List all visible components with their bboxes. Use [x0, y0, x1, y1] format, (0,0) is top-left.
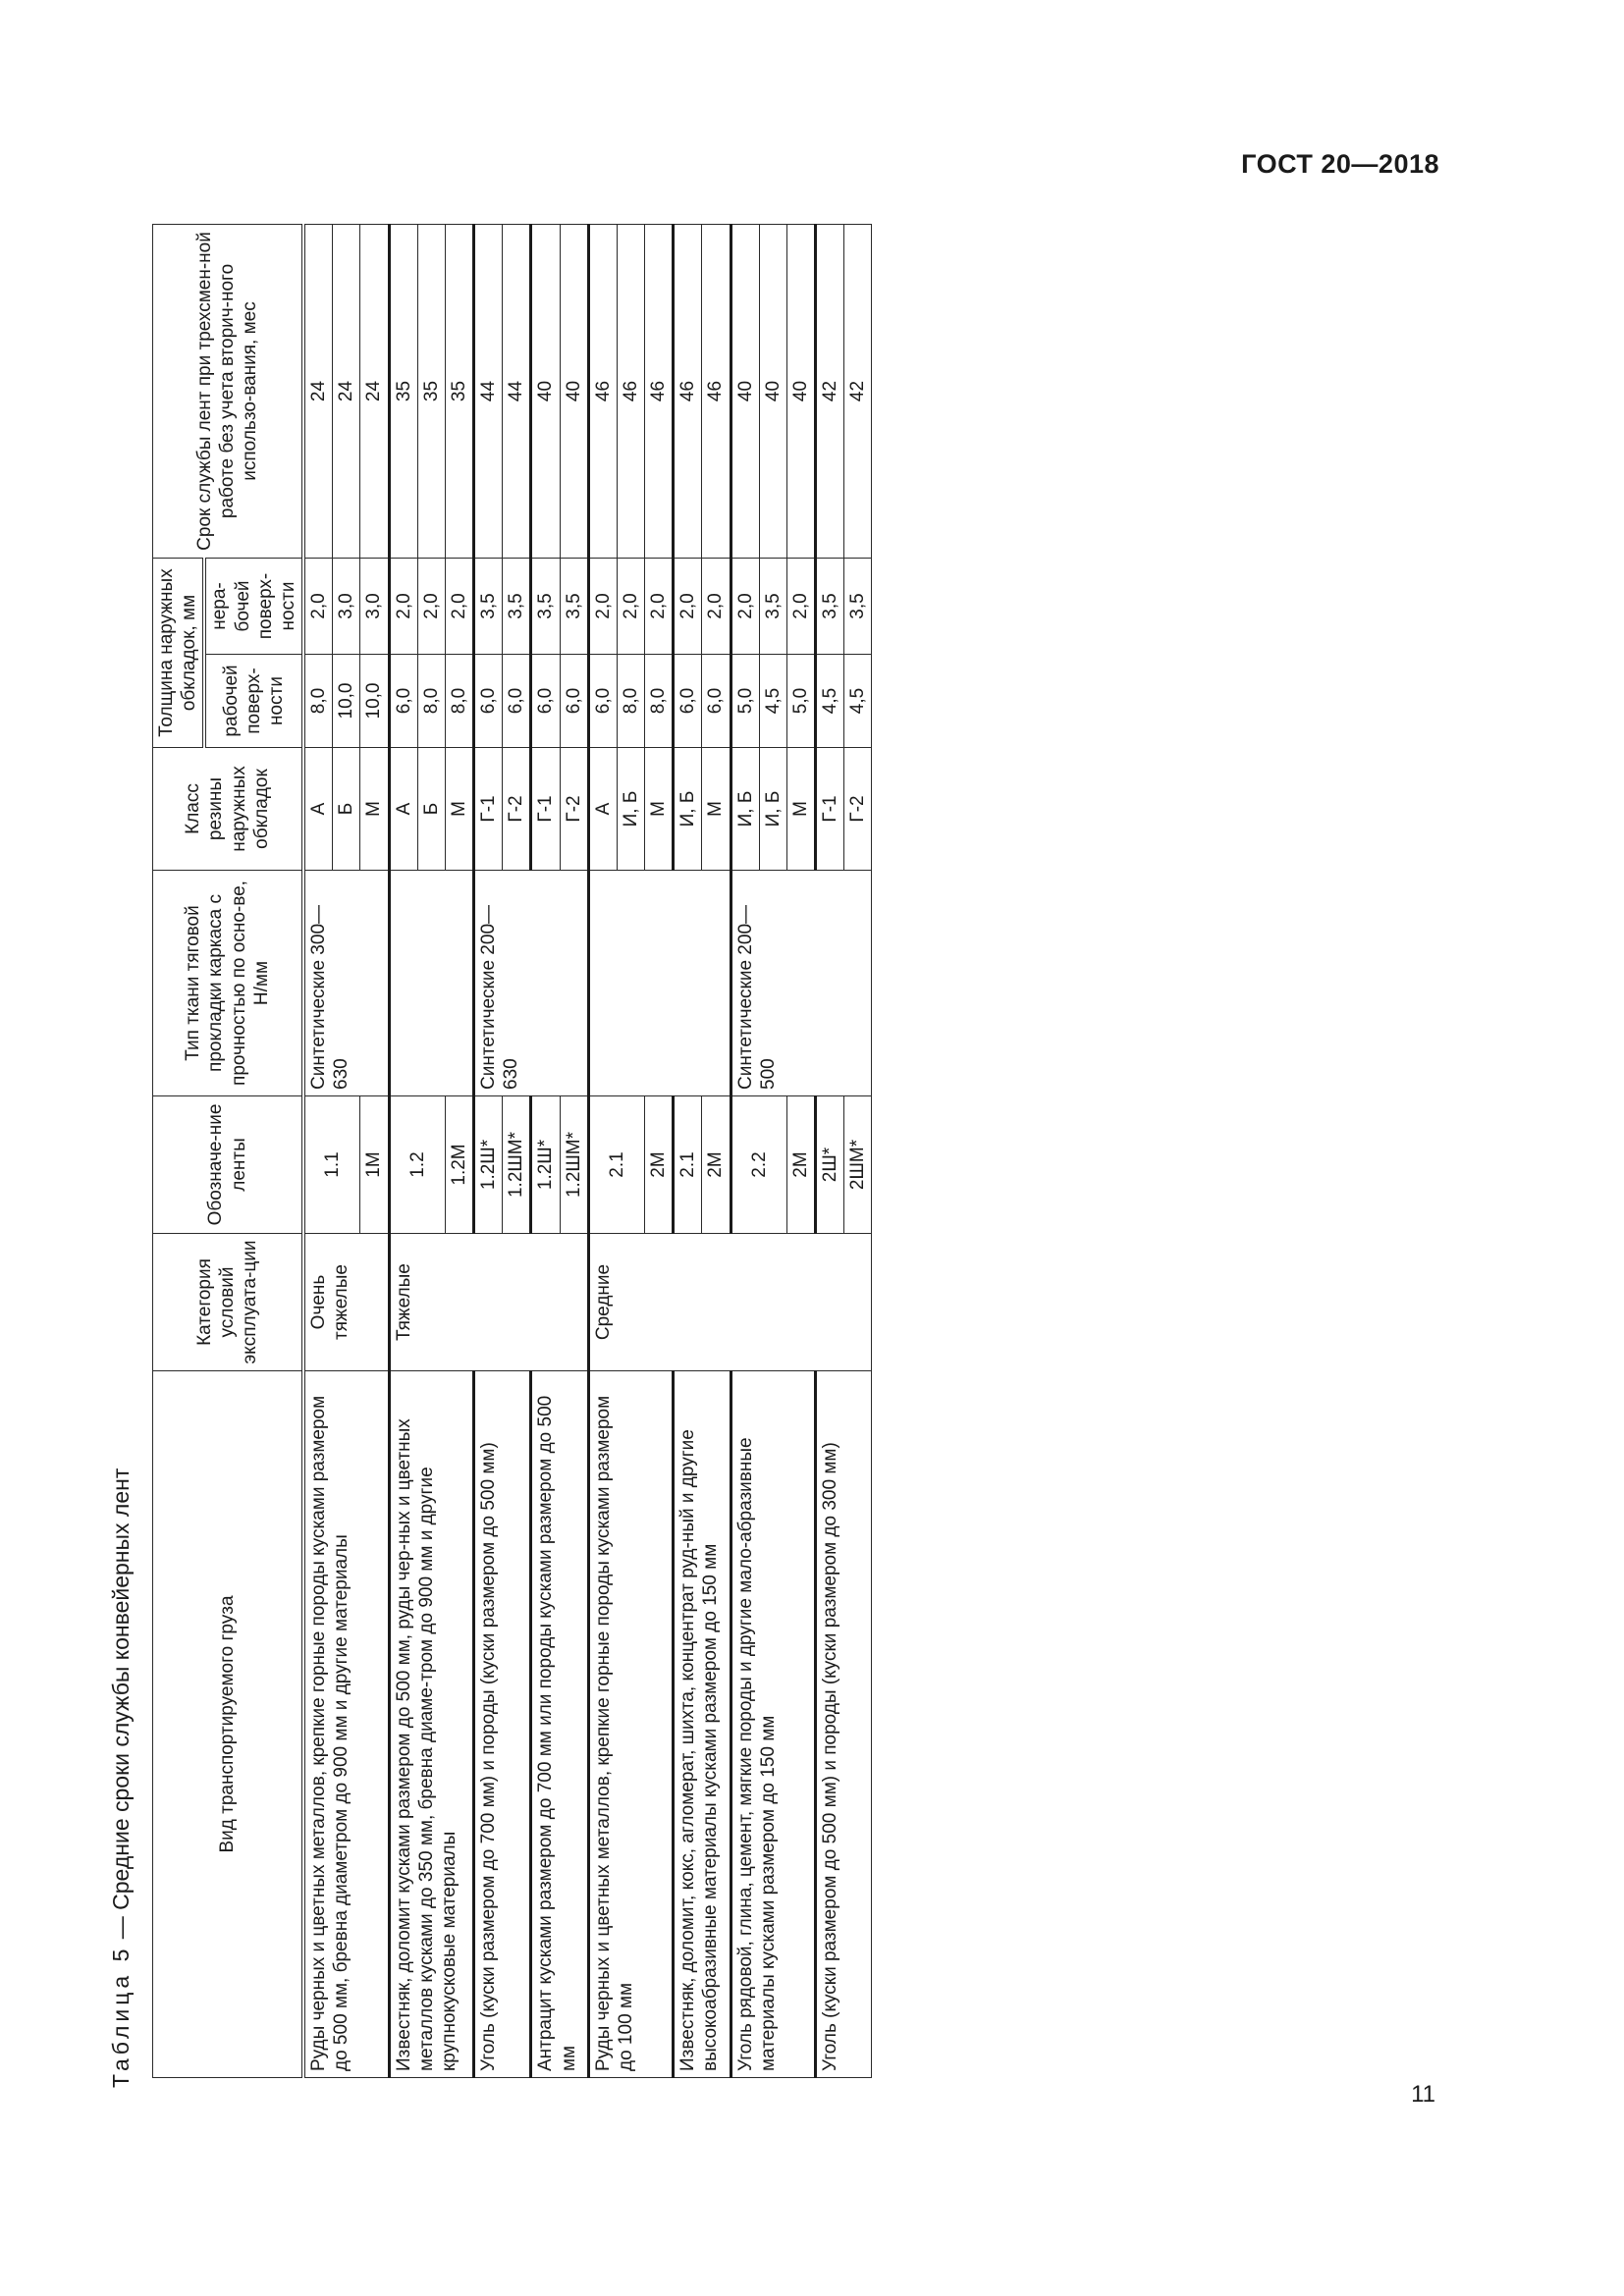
- category-cell: Очень тяжелые: [303, 1234, 389, 1371]
- life-cell: 40: [759, 224, 786, 558]
- life-cell: 46: [588, 224, 617, 558]
- cargo-cell: Антрацит кусками размером до 700 мм или породы кусками размером до 500 мм: [531, 1371, 588, 2078]
- designation-cell: 2М: [645, 1096, 674, 1234]
- nonworking-cell: 2,0: [702, 558, 731, 654]
- nonworking-cell: 2,0: [445, 558, 473, 654]
- rubber-cell: М: [360, 748, 389, 871]
- designation-cell: 1.2М: [445, 1096, 473, 1234]
- nonworking-cell: 3,5: [560, 558, 588, 654]
- nonworking-cell: 2,0: [786, 558, 815, 654]
- designation-cell: 1.1: [303, 1096, 360, 1234]
- rubber-cell: Б: [417, 748, 445, 871]
- cargo-cell: Известняк, доломит кусками размером до 500 мм, руды чер-ных и цветных металлов кусками до 350 мм, бревна диаме-тром до 900 мм и другие крупнокусковые материалы: [389, 1371, 474, 2078]
- cargo-cell: Уголь (куски размером до 500 мм) и породы (куски размером до 300 мм): [816, 1371, 872, 2078]
- rubber-cell: М: [702, 748, 731, 871]
- designation-cell: 2.1: [674, 1096, 702, 1234]
- nonworking-cell: 2,0: [731, 558, 759, 654]
- header-life: Срок службы лент при трехсмен-ной работе без учета вторич-ного использо-вания, мес: [153, 224, 304, 558]
- working-cell: 6,0: [560, 655, 588, 748]
- working-cell: 5,0: [731, 655, 759, 748]
- working-cell: 10,0: [360, 655, 389, 748]
- nonworking-cell: 2,0: [389, 558, 417, 654]
- rubber-cell: М: [645, 748, 674, 871]
- fabric-cell: Синтетические 200—630: [474, 871, 589, 1096]
- table-row: [674, 224, 702, 2077]
- working-cell: 4,5: [759, 655, 786, 748]
- working-cell: 6,0: [702, 655, 731, 748]
- working-cell: 8,0: [303, 655, 333, 748]
- nonworking-cell: 3,0: [333, 558, 360, 654]
- working-cell: 8,0: [645, 655, 674, 748]
- nonworking-cell: 2,0: [617, 558, 644, 654]
- working-cell: 4,5: [844, 655, 872, 748]
- table-row: [389, 224, 417, 2077]
- rubber-cell: И, Б: [617, 748, 644, 871]
- header-working: рабочей поверх-ности: [204, 655, 303, 748]
- table-row: [731, 224, 759, 2077]
- rubber-cell: Г-2: [844, 748, 872, 871]
- designation-cell: 2М: [702, 1096, 731, 1234]
- rubber-cell: Г-1: [531, 748, 560, 871]
- category-cell: Средние: [588, 1234, 872, 1371]
- table-title: — Средние сроки службы конвейерных лент: [108, 1468, 134, 1940]
- table-caption: [108, 1468, 135, 2088]
- designation-cell: 1.2ШМ*: [560, 1096, 588, 1234]
- nonworking-cell: 3,5: [816, 558, 844, 654]
- fabric-cell-empty: [588, 871, 731, 1096]
- rubber-cell: Г-2: [560, 748, 588, 871]
- rubber-cell: И, Б: [759, 748, 786, 871]
- designation-cell: 1.2ШМ*: [503, 1096, 531, 1234]
- life-cell: 24: [303, 224, 333, 558]
- designation-cell: 2Ш*: [816, 1096, 844, 1234]
- nonworking-cell: 3,5: [759, 558, 786, 654]
- fabric-cell-empty: [389, 871, 474, 1096]
- header-cargo: Вид транспортируемого груза: [153, 1371, 304, 2078]
- nonworking-cell: 2,0: [674, 558, 702, 654]
- working-cell: 5,0: [786, 655, 815, 748]
- table-row: [588, 224, 617, 2077]
- table-row: [474, 224, 503, 2077]
- header-nonworking: нера-бочей поверх-ности: [204, 558, 303, 654]
- life-cell: 46: [674, 224, 702, 558]
- nonworking-cell: 2,0: [417, 558, 445, 654]
- rubber-cell: А: [588, 748, 617, 871]
- life-cell: 40: [531, 224, 560, 558]
- nonworking-cell: 2,0: [303, 558, 333, 654]
- life-cell: 44: [503, 224, 531, 558]
- designation-cell: 2М: [786, 1096, 815, 1234]
- nonworking-cell: 3,5: [844, 558, 872, 654]
- cargo-cell: Уголь (куски размером до 700 мм) и породы (куски размером до 500 мм): [474, 1371, 531, 2078]
- nonworking-cell: 2,0: [645, 558, 674, 654]
- nonworking-cell: 3,5: [531, 558, 560, 654]
- cargo-cell: Известняк, доломит, кокс, агломерат, шихта, концентрат руд-ный и другие высокоабразивные материалы кусками размером до 150 мм: [674, 1371, 731, 2078]
- service-life-table: [152, 224, 872, 2078]
- rubber-cell: Г-1: [816, 748, 844, 871]
- life-cell: 42: [816, 224, 844, 558]
- designation-cell: 1.2Ш*: [474, 1096, 503, 1234]
- nonworking-cell: 2,0: [588, 558, 617, 654]
- life-cell: 35: [417, 224, 445, 558]
- header-rubber: Класс резины наружных обкладок: [153, 748, 304, 871]
- standard-number: ГОСТ 20—2018: [1241, 149, 1439, 179]
- fabric-cell: Синтетические 300—630: [303, 871, 389, 1096]
- working-cell: 8,0: [417, 655, 445, 748]
- nonworking-cell: 3,0: [360, 558, 389, 654]
- cargo-cell: Руды черных и цветных металлов, крепкие горные породы кусками размером до 100 мм: [588, 1371, 674, 2078]
- life-cell: 24: [333, 224, 360, 558]
- designation-cell: 2.1: [588, 1096, 644, 1234]
- rubber-cell: А: [389, 748, 417, 871]
- working-cell: 4,5: [816, 655, 844, 748]
- rubber-cell: Б: [333, 748, 360, 871]
- category-cell: Тяжелые: [389, 1234, 588, 1371]
- rubber-cell: М: [445, 748, 473, 871]
- designation-cell: 1.2Ш*: [531, 1096, 560, 1234]
- table-row: [531, 224, 560, 2077]
- working-cell: 6,0: [674, 655, 702, 748]
- designation-cell: 2.2: [731, 1096, 786, 1234]
- life-cell: 46: [617, 224, 644, 558]
- table-row: [816, 224, 844, 2077]
- rubber-cell: М: [786, 748, 815, 871]
- fabric-cell: Синтетические 200—500: [731, 871, 872, 1096]
- working-cell: 6,0: [389, 655, 417, 748]
- rubber-cell: Г-1: [474, 748, 503, 871]
- rubber-cell: Г-2: [503, 748, 531, 871]
- working-cell: 6,0: [503, 655, 531, 748]
- working-cell: 10,0: [333, 655, 360, 748]
- rubber-cell: И, Б: [731, 748, 759, 871]
- cargo-cell: Уголь рядовой, глина, цемент, мягкие породы и другие мало-абразивные материалы кусками размером до 150 мм: [731, 1371, 816, 2078]
- life-cell: 44: [474, 224, 503, 558]
- life-cell: 35: [389, 224, 417, 558]
- life-cell: 42: [844, 224, 872, 558]
- designation-cell: 2ШМ*: [844, 1096, 872, 1234]
- page-number: 11: [1411, 2081, 1435, 2108]
- cargo-cell: Руды черных и цветных металлов, крепкие горные породы кусками размером до 500 мм, бревна диаметром до 900 мм и другие материалы: [303, 1371, 389, 2078]
- rubber-cell: И, Б: [674, 748, 702, 871]
- designation-cell: 1М: [360, 1096, 389, 1234]
- working-cell: 8,0: [445, 655, 473, 748]
- life-cell: 35: [445, 224, 473, 558]
- header-thickness: Толщина наружных обкладок, мм: [153, 558, 205, 747]
- working-cell: 6,0: [588, 655, 617, 748]
- nonworking-cell: 3,5: [474, 558, 503, 654]
- life-cell: 40: [731, 224, 759, 558]
- table-header-row: [153, 224, 205, 2077]
- header-category: Категория условий эксплуата-ции: [153, 1234, 304, 1371]
- table-row: [303, 224, 333, 2077]
- life-cell: 40: [786, 224, 815, 558]
- working-cell: 8,0: [617, 655, 644, 748]
- header-designation: Обозначе-ние ленты: [153, 1096, 304, 1234]
- working-cell: 6,0: [474, 655, 503, 748]
- nonworking-cell: 3,5: [503, 558, 531, 654]
- table-label: Таблица 5: [108, 1945, 134, 2088]
- designation-cell: 1.2: [389, 1096, 445, 1234]
- header-fabric: Тип ткани тяговой прокладки каркаса с прочностью по осно-ве, Н/мм: [153, 871, 304, 1096]
- working-cell: 6,0: [531, 655, 560, 748]
- life-cell: 24: [360, 224, 389, 558]
- rotated-table-block: [108, 225, 1443, 2088]
- life-cell: 40: [560, 224, 588, 558]
- life-cell: 46: [645, 224, 674, 558]
- life-cell: 46: [702, 224, 731, 558]
- rubber-cell: А: [303, 748, 333, 871]
